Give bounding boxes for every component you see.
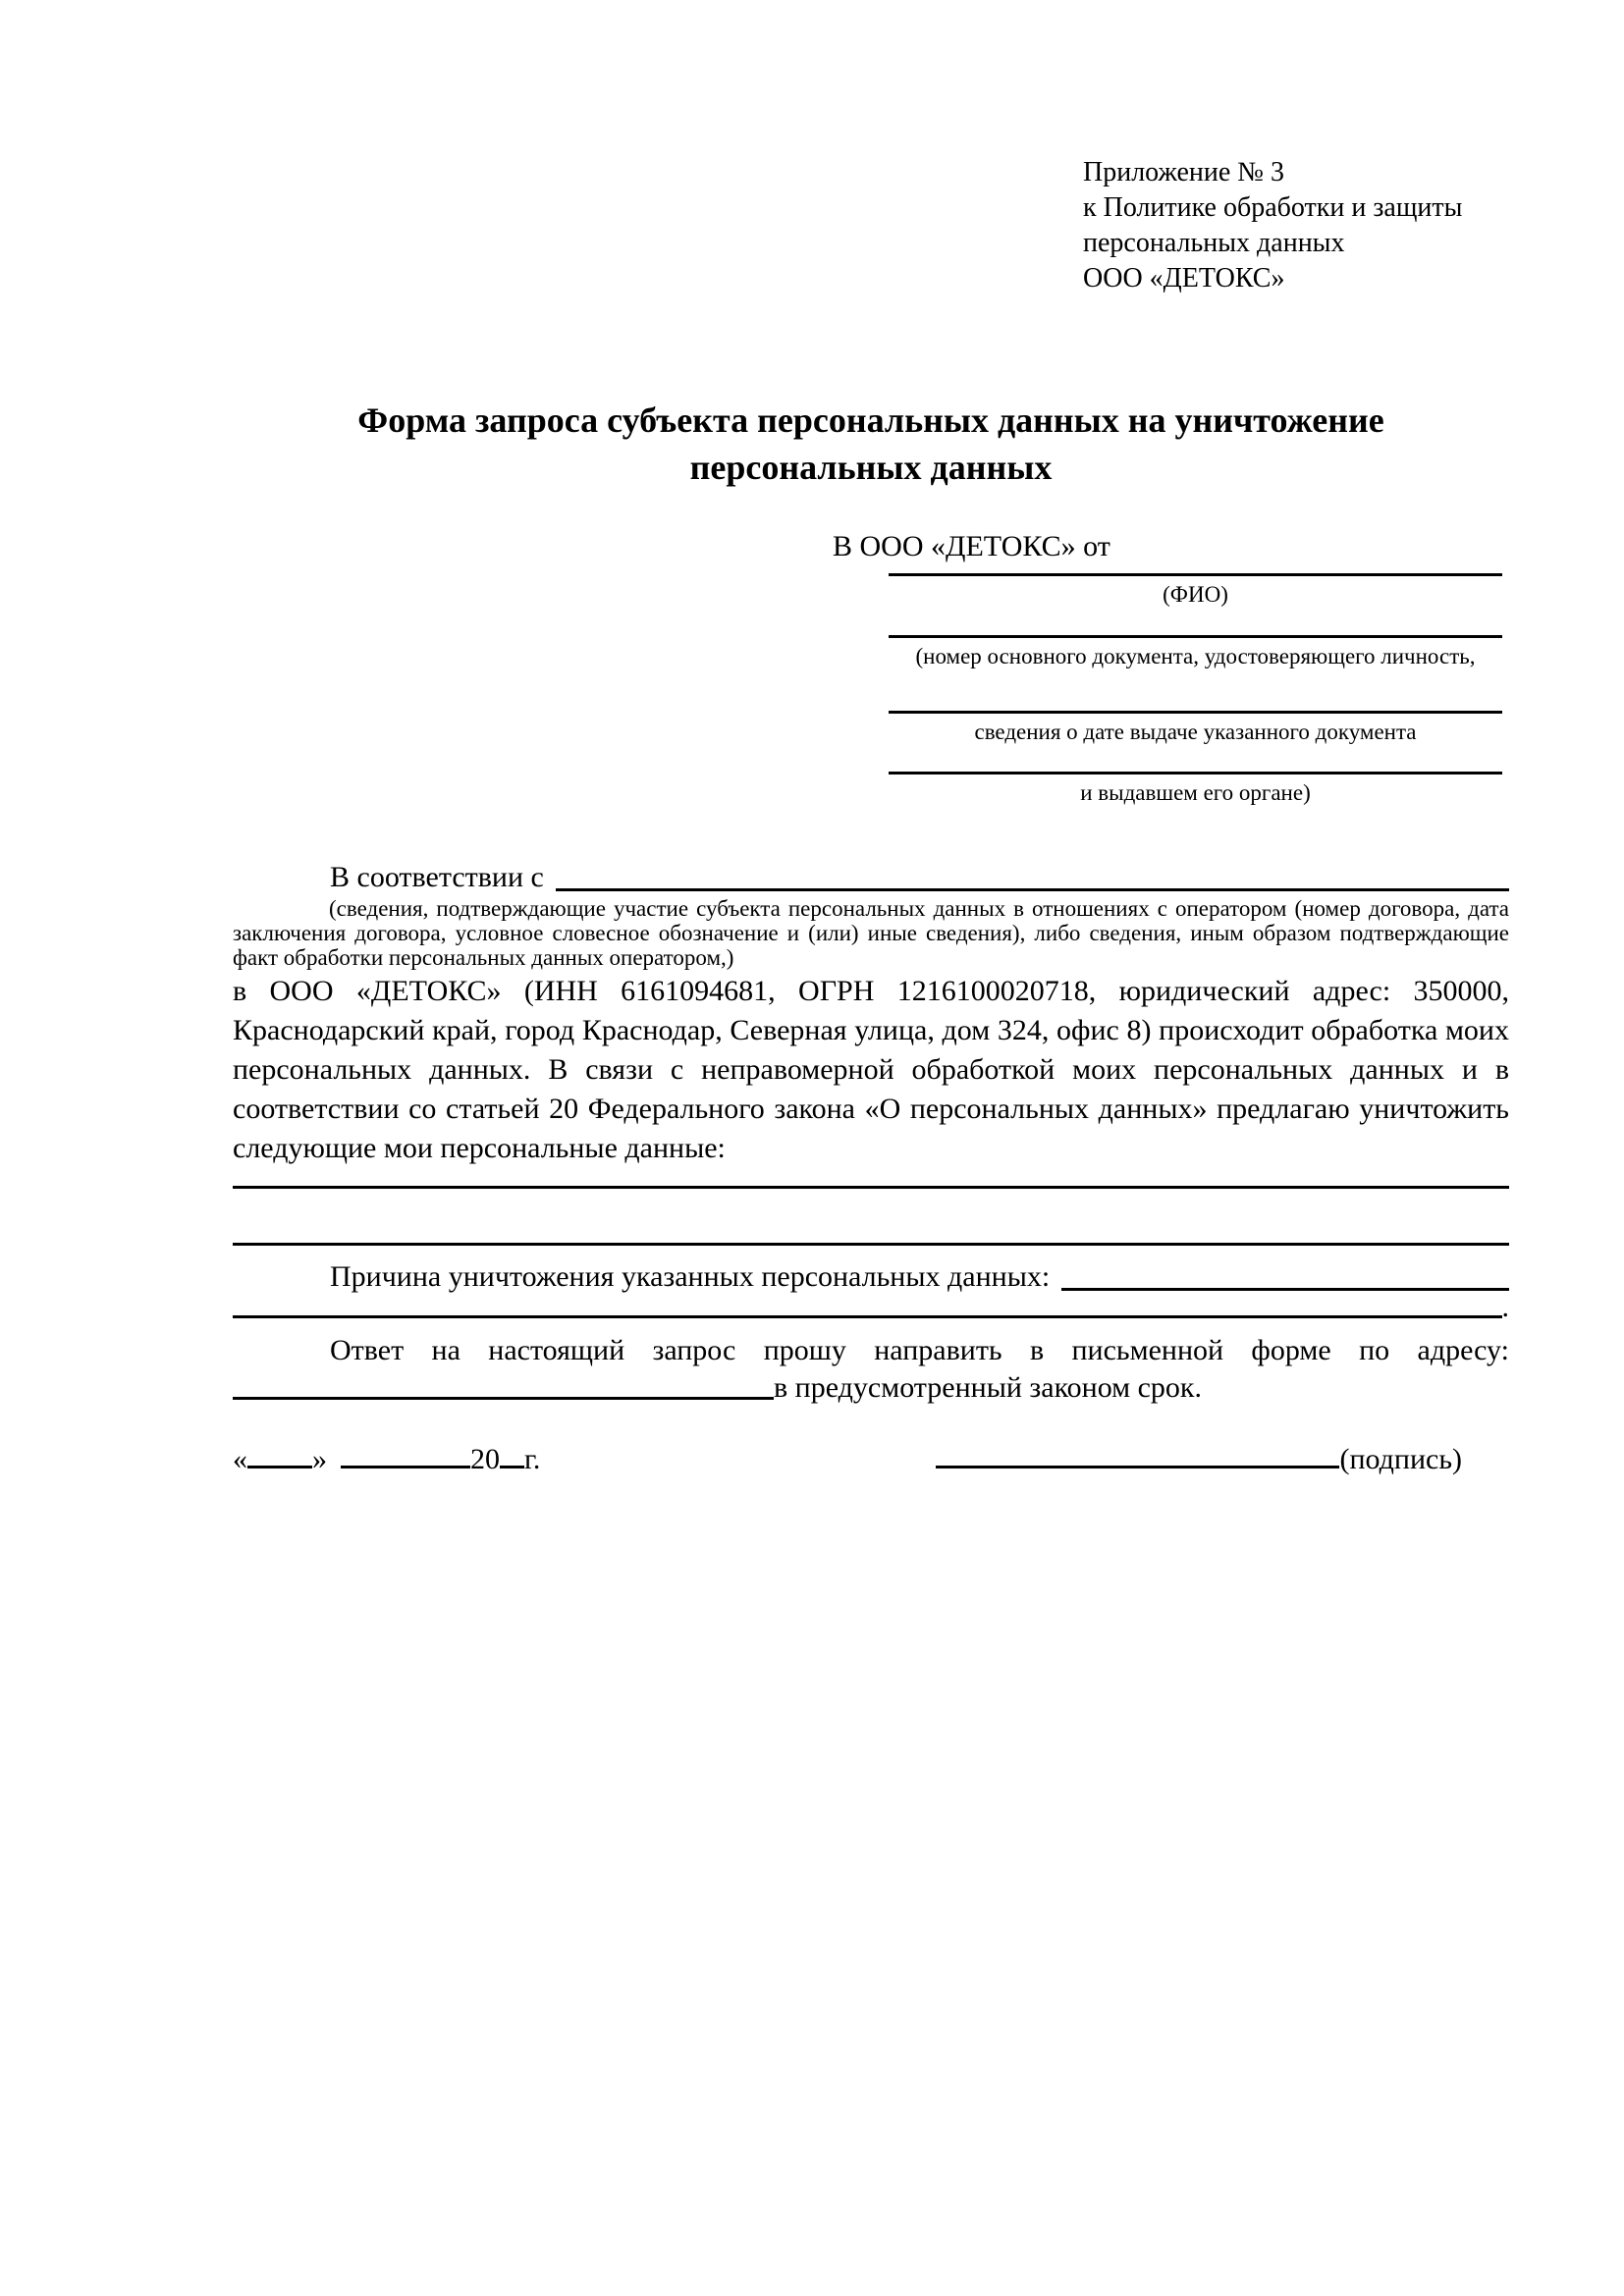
address-blank-line [233, 1369, 774, 1400]
signature-area [936, 1441, 1509, 1478]
fio-blank-line [889, 565, 1502, 576]
appendix-header [1083, 155, 1509, 296]
document-number-blank-line [889, 609, 1502, 638]
issue-date-blank-line [889, 670, 1502, 714]
day-open-quote: « [233, 1443, 247, 1475]
issue-date-caption: сведения о дате выдаче указанного документа [974, 720, 1417, 744]
signature-caption: (подпись) [1339, 1443, 1462, 1475]
reply-continuation: в предусмотренный законом срок. [774, 1371, 1202, 1404]
reason-blank-line [1061, 1258, 1509, 1291]
body-paragraph: в ООО «ДЕТОКС» (ИНН 6161094681, ОГРН 1216100020718, юридический адрес: 350000, Краснодарский край, город Краснодар, Северная улица, дом 324, офис 8) происходит обработка моих персональных данных. В связи с неправомерной обработкой моих персональных данных и в соответствии со статьей 20 Федерального закона «О персональных данных» предлагаю уничтожить следующие мои персональные данные: [233, 975, 1509, 1164]
issuing-authority-caption: и выдавшем его органе) [1080, 780, 1311, 805]
period-mark: . [1501, 1291, 1509, 1323]
day-blank-line [247, 1464, 312, 1468]
fio-block [889, 565, 1502, 807]
fio-caption: (ФИО) [1163, 582, 1228, 607]
appendix-header-line: к Политике обработки и защиты [1083, 192, 1463, 223]
addressee-line: В ООО «ДЕТОКС» от [833, 530, 1110, 562]
page-title-line: персональных данных [689, 448, 1053, 487]
appendix-header-line: Приложение № 3 [1083, 157, 1284, 187]
reply-address-line [233, 1369, 1509, 1407]
signature-blank-line [936, 1464, 1339, 1468]
appendix-header-line: ООО «ДЕТОКС» [1083, 263, 1285, 294]
date-signature-row [233, 1441, 1509, 1478]
accordance-lead: В соответствии с [330, 861, 544, 893]
year-suffix: г. [524, 1443, 541, 1475]
year-blank-line [500, 1464, 524, 1468]
page-title-line: Форма запроса субъекта персональных данных на уничтожение [357, 400, 1384, 440]
reason-blank-line-continued [233, 1291, 1509, 1323]
year-prefix: 20 [470, 1443, 500, 1475]
date-line [233, 1441, 540, 1478]
accordance-blank-line [556, 859, 1509, 891]
reply-line: Ответ на настоящий запрос прошу направить в письменной форме по адресу: [330, 1334, 1509, 1366]
issuing-authority-blank-line [889, 746, 1502, 774]
page-title [233, 397, 1509, 491]
month-blank-line [341, 1464, 470, 1468]
reason-blank-line [233, 1296, 1502, 1318]
explanatory-note: (сведения, подтверждающие участие субъекта персональных данных в отношениях с оператором (номер договора, дата заключения договора, условное словесное обозначение и (или) иные сведения), либо сведения, иным образом подтверждающие факт обработки персональных данных оператором,) [233, 896, 1509, 970]
reason-label: Причина уничтожения указанных персональных данных: [330, 1260, 1051, 1293]
appendix-header-line: персональных данных [1083, 228, 1345, 258]
personal-data-blank-line [233, 1189, 1509, 1246]
day-close-quote: » [312, 1443, 327, 1475]
document-number-caption: (номер основного документа, удостоверяющего личность, [915, 644, 1476, 668]
reason-line [233, 1258, 1509, 1296]
accordance-line [233, 859, 1509, 896]
